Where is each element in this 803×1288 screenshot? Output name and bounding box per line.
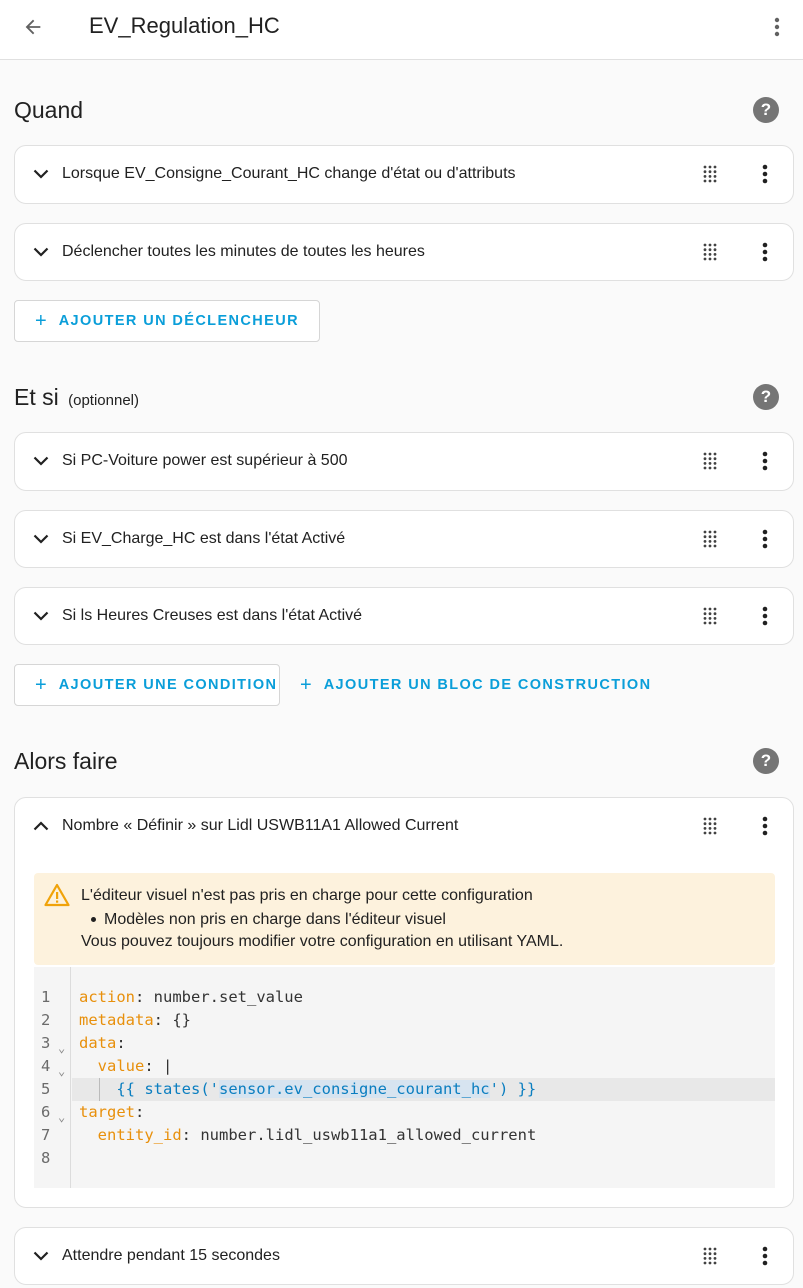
condition-label: Si EV_Charge_HC est dans l'état Activé — [62, 530, 346, 547]
editor-gutter — [34, 967, 71, 1188]
chevron-down-icon[interactable] — [31, 451, 51, 471]
condition-label: Si PC-Voiture power est supérieur à 500 — [62, 452, 348, 469]
line-number: 2 — [41, 1011, 51, 1029]
yaml-editor[interactable] — [34, 967, 775, 1188]
condition-label: Si ls Heures Creuses est dans l'état Activé — [62, 607, 363, 624]
line-number: 4 — [41, 1057, 51, 1075]
dots-vertical-icon[interactable] — [755, 240, 775, 264]
arrow-left-icon — [22, 16, 44, 38]
add-condition-label: AJOUTER UNE CONDITION — [58, 677, 278, 693]
code-line[interactable]: data: — [79, 1034, 126, 1052]
overflow-menu-button[interactable] — [765, 12, 789, 42]
line-number: 3 — [41, 1034, 51, 1052]
drag-handle-icon[interactable] — [702, 529, 718, 549]
bullet-dot — [91, 917, 96, 922]
actions-section-title: Alors faire — [14, 748, 118, 774]
add-building-block-button[interactable] — [280, 664, 671, 706]
dots-vertical-icon[interactable] — [755, 1244, 775, 1268]
dots-vertical-icon[interactable] — [755, 162, 775, 186]
plus-icon: + — [35, 674, 47, 696]
dots-vertical-icon[interactable] — [755, 527, 775, 551]
drag-handle-icon[interactable] — [702, 242, 718, 262]
dots-vertical-icon[interactable] — [755, 814, 775, 838]
warning-title: L'éditeur visuel n'est pas pris en charge pour cette configuration — [81, 887, 533, 904]
action-label: Nombre « Définir » sur Lidl USWB11A1 Allowed Current — [62, 817, 459, 834]
add-condition-button[interactable] — [14, 664, 280, 706]
code-line[interactable]: value: | — [97, 1057, 173, 1075]
warning-alert — [34, 873, 775, 965]
drag-handle-icon[interactable] — [702, 606, 718, 626]
drag-handle-icon[interactable] — [702, 1246, 718, 1266]
chevron-down-icon[interactable] — [31, 242, 51, 262]
fold-marker-icon[interactable]: ⌄ — [58, 1064, 66, 1078]
code-line[interactable]: entity_id: number.lidl_uswb11a1_allowed_current — [97, 1126, 537, 1144]
code-line[interactable]: {{ states('sensor.ev_consigne_courant_hc') }} — [116, 1080, 537, 1098]
condition-card[interactable] — [14, 587, 794, 645]
page-title: EV_Regulation_HC — [89, 13, 280, 38]
help-circle-icon[interactable]: ? — [753, 384, 779, 410]
condition-card[interactable] — [14, 432, 794, 491]
add-building-block-label: AJOUTER UN BLOC DE CONSTRUCTION — [323, 677, 652, 693]
dots-vertical-icon[interactable] — [755, 449, 775, 473]
warning-bullet-text: Modèles non pris en charge dans l'éditeur visuel — [104, 911, 446, 928]
line-number: 7 — [41, 1126, 51, 1144]
chevron-down-icon[interactable] — [31, 164, 51, 184]
conditions-title-text: Et si — [14, 384, 59, 410]
condition-card[interactable] — [14, 510, 794, 568]
warning-footer: Vous pouvez toujours modifier votre configuration en utilisant YAML. — [81, 933, 564, 950]
drag-handle-icon[interactable] — [702, 451, 718, 471]
trigger-card[interactable] — [14, 223, 794, 281]
add-trigger-button[interactable] — [14, 300, 320, 342]
help-circle-icon[interactable]: ? — [753, 97, 779, 123]
action-label: Attendre pendant 15 secondes — [62, 1247, 280, 1264]
trigger-card[interactable] — [14, 145, 794, 204]
chevron-up-icon[interactable] — [31, 816, 51, 836]
line-number: 8 — [41, 1149, 51, 1167]
fold-marker-icon[interactable]: ⌄ — [58, 1041, 66, 1055]
line-number: 6 — [41, 1103, 51, 1121]
action-card[interactable] — [14, 1227, 794, 1285]
back-button[interactable] — [18, 12, 48, 42]
drag-handle-icon[interactable] — [702, 164, 718, 184]
triggers-section-title: Quand — [14, 97, 84, 123]
code-line[interactable]: target: — [79, 1103, 145, 1121]
chevron-down-icon[interactable] — [31, 1246, 51, 1266]
top-app-bar — [0, 0, 803, 60]
code-line[interactable]: metadata: {} — [79, 1011, 191, 1029]
drag-handle-icon[interactable] — [702, 816, 718, 836]
add-trigger-label: AJOUTER UN DÉCLENCHEUR — [58, 313, 299, 329]
warning-bullet — [91, 911, 446, 929]
chevron-down-icon[interactable] — [31, 606, 51, 626]
chevron-down-icon[interactable] — [31, 529, 51, 549]
alert-icon — [44, 883, 70, 907]
plus-icon: + — [300, 674, 312, 696]
fold-marker-icon[interactable]: ⌄ — [58, 1110, 66, 1124]
line-number: 1 — [41, 988, 51, 1006]
action-card-expanded[interactable] — [14, 797, 794, 1208]
dots-vertical-icon — [774, 16, 780, 38]
conditions-section-title — [14, 383, 139, 415]
dots-vertical-icon[interactable] — [755, 604, 775, 628]
plus-icon: + — [35, 310, 47, 332]
line-number: 5 — [41, 1080, 51, 1098]
trigger-label: Lorsque EV_Consigne_Courant_HC change d'état ou d'attributs — [62, 165, 516, 182]
trigger-label: Déclencher toutes les minutes de toutes les heures — [62, 243, 425, 260]
optional-label: (optionnel) — [68, 392, 140, 409]
code-line[interactable]: action: number.set_value — [79, 988, 303, 1006]
help-circle-icon[interactable]: ? — [753, 748, 779, 774]
